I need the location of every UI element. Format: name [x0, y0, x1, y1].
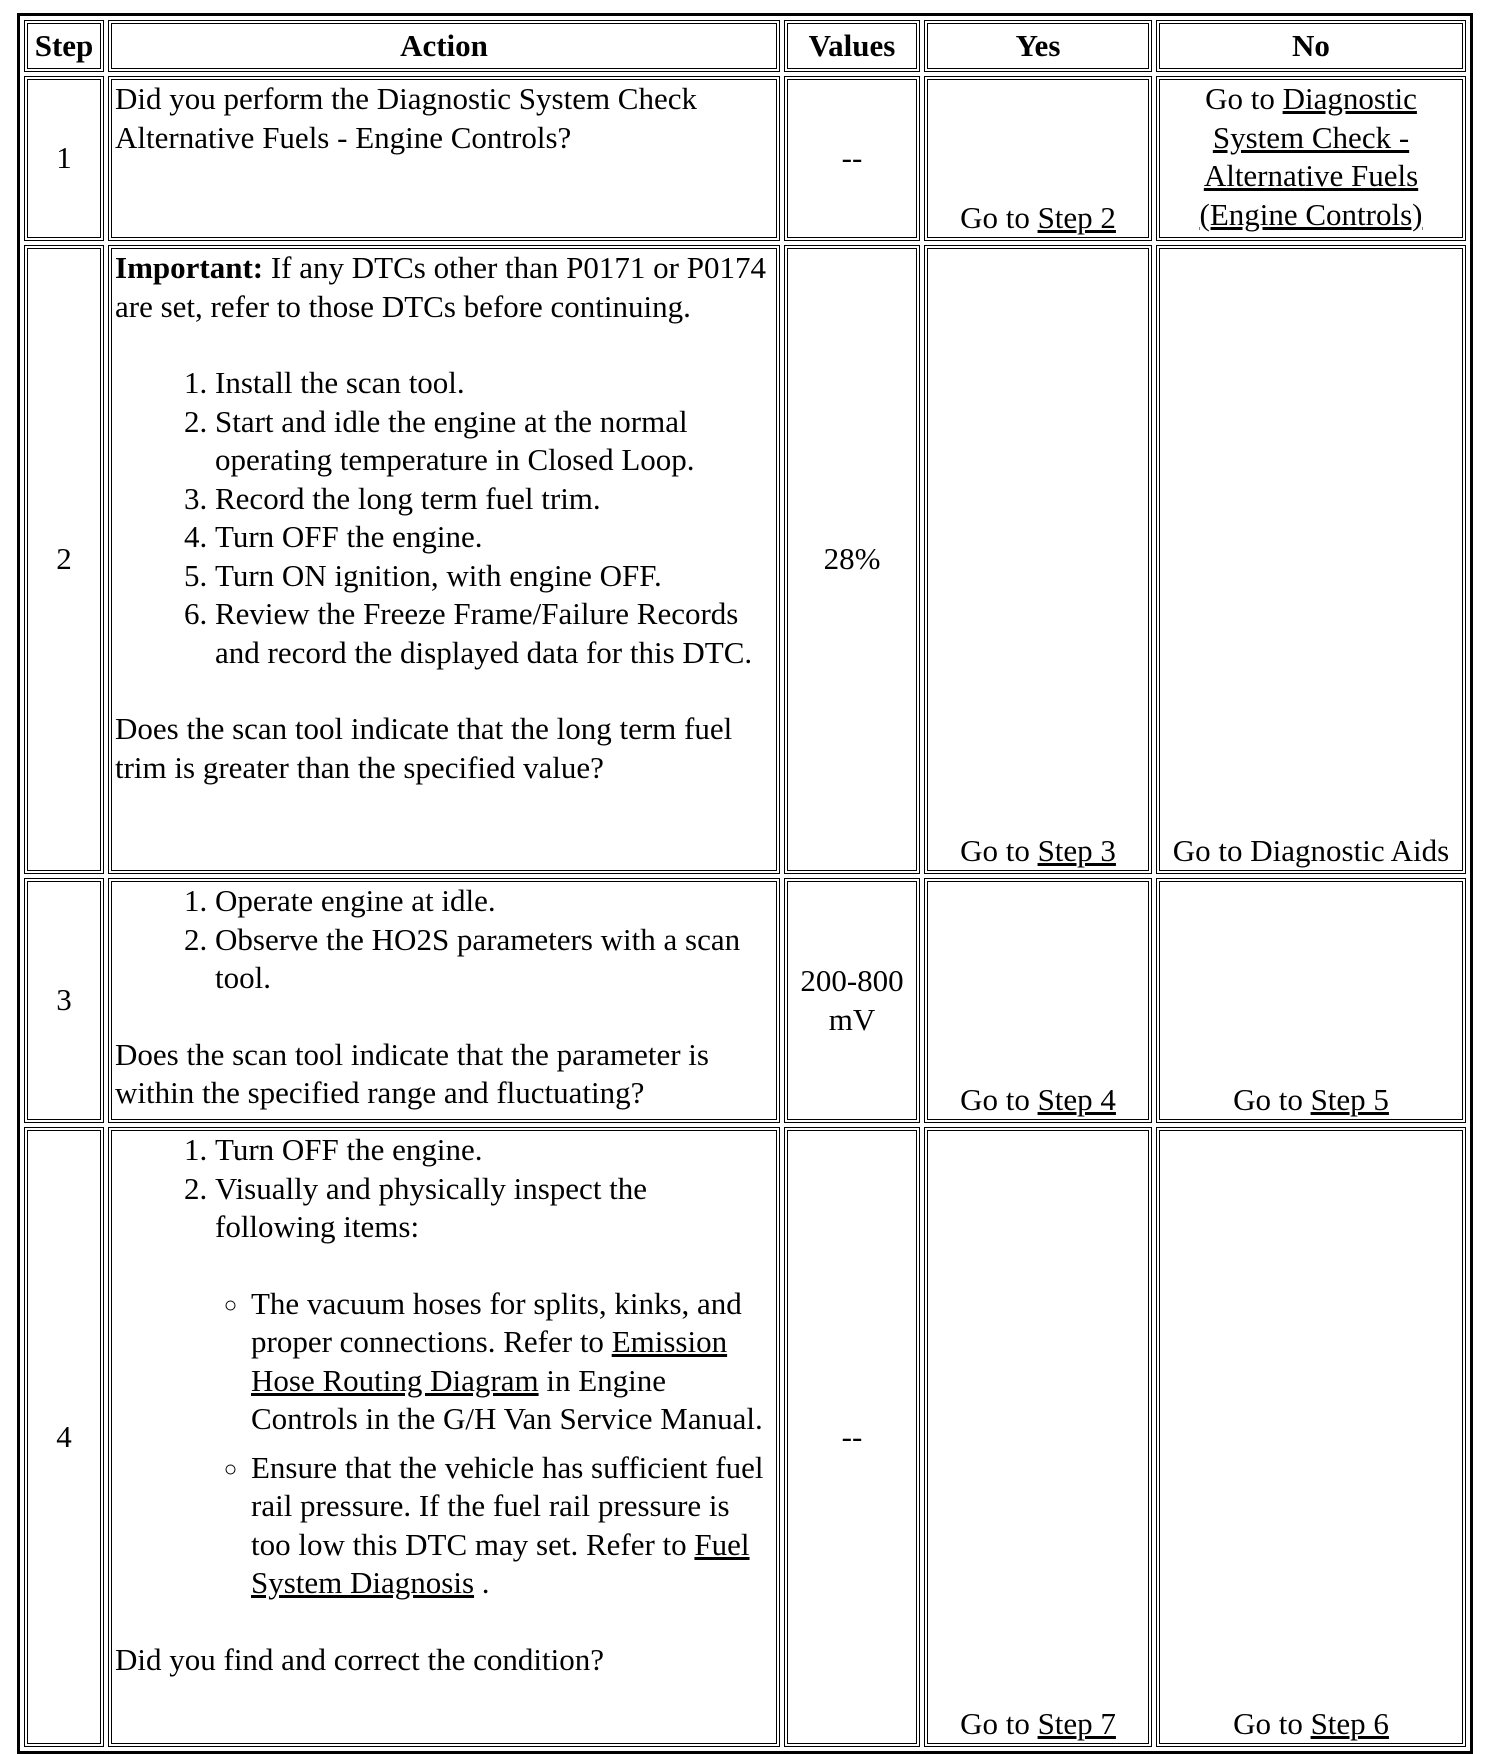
header-no: No	[1156, 20, 1466, 72]
no-cell	[1156, 76, 1466, 241]
important-label: Important:	[115, 250, 264, 285]
no-prefix: Go to	[1205, 81, 1283, 116]
yes-cell	[924, 878, 1152, 1123]
yes-cell	[924, 1127, 1152, 1747]
values-cell: --	[784, 1127, 920, 1747]
header-action: Action	[108, 20, 780, 72]
bullet-list	[215, 1285, 773, 1603]
yes-prefix: Go to	[960, 1081, 1038, 1117]
no-cell: Go to Diagnostic Aids	[1156, 245, 1466, 874]
link-fuel-system-diagnosis[interactable]: Fuel System Diagnosis	[251, 1526, 750, 1600]
instruction-list	[115, 1131, 773, 1603]
values-cell: --	[784, 76, 920, 241]
header-step: Step	[24, 20, 104, 72]
bullet-text: The vacuum hoses for splits, kinks, and proper connections. Refer to	[251, 1285, 742, 1359]
list-item: 1. Operate engine at idle.	[215, 882, 773, 921]
yes-cell	[924, 76, 1152, 241]
important-note	[115, 249, 773, 326]
link-step-5[interactable]: Step 5	[1310, 1081, 1389, 1117]
bullet-text: in Engine Controls in the G/H Van Service Manual.	[251, 1362, 763, 1436]
yes-prefix: Go to	[960, 832, 1038, 868]
diagnostic-table	[17, 13, 1473, 1754]
instruction-list	[115, 882, 773, 998]
list-item: 1. Turn OFF the engine.	[215, 1131, 773, 1170]
action-cell	[108, 1127, 780, 1747]
step-number: 2	[24, 245, 104, 874]
link-emission-hose-routing[interactable]: Emission Hose Routing Diagram	[251, 1324, 728, 1398]
question: Did you find and correct the condition?	[115, 1641, 604, 1677]
values-cell: 200-800 mV	[784, 878, 920, 1123]
bullet-text: Ensure that the vehicle has sufficient fuel rail pressure. If the fuel rail pressure is too low this DTC may set. Refer to	[251, 1449, 764, 1562]
action-cell	[108, 245, 780, 874]
link-step-3[interactable]: Step 3	[1037, 832, 1116, 868]
table-row	[24, 245, 1466, 874]
no-cell	[1156, 878, 1466, 1123]
list-item: 5. Turn ON ignition, with engine OFF.	[215, 557, 773, 596]
bullet-item	[251, 1449, 773, 1603]
link-step-2[interactable]: Step 2	[1037, 199, 1116, 235]
header-values: Values	[784, 20, 920, 72]
link-step-6[interactable]: Step 6	[1310, 1705, 1389, 1741]
important-text: If any DTCs other than P0171 or P0174 are set, refer to those DTCs before continuing.	[115, 250, 766, 324]
step-number: 1	[24, 76, 104, 241]
yes-cell	[924, 245, 1152, 874]
link-step-7[interactable]: Step 7	[1037, 1705, 1116, 1741]
yes-prefix: Go to	[960, 199, 1038, 235]
action-cell: Did you perform the Diagnostic System Check Alternative Fuels - Engine Controls?	[108, 76, 780, 241]
list-item: 1. Install the scan tool.	[215, 364, 773, 403]
table-row	[24, 76, 1466, 241]
list-item	[215, 1170, 773, 1603]
list-item: 6. Review the Freeze Frame/Failure Records and record the displayed data for this DTC.	[215, 595, 773, 672]
list-item-text: Visually and physically inspect the following items:	[215, 1170, 648, 1244]
link-step-4[interactable]: Step 4	[1037, 1081, 1116, 1117]
table-row	[24, 878, 1466, 1123]
step-number: 3	[24, 878, 104, 1123]
step-number: 4	[24, 1127, 104, 1747]
question: Does the scan tool indicate that the long term fuel trim is greater than the specified value?	[115, 711, 733, 785]
list-item: 3. Record the long term fuel trim.	[215, 480, 773, 519]
no-cell	[1156, 1127, 1466, 1747]
bullet-text: .	[474, 1565, 490, 1600]
bullet-item	[251, 1285, 773, 1439]
header-row	[24, 20, 1466, 72]
list-item: 4. Turn OFF the engine.	[215, 518, 773, 557]
instruction-list	[115, 364, 773, 672]
yes-prefix: Go to	[960, 1705, 1038, 1741]
list-item: 2. Observe the HO2S parameters with a scan tool.	[215, 921, 773, 998]
link-diagnostic-system-check[interactable]: Diagnostic System Check - Alternative Fuels (Engine Controls)	[1199, 81, 1423, 232]
question: Does the scan tool indicate that the parameter is within the specified range and fluctuating?	[115, 1036, 709, 1110]
no-prefix: Go to	[1233, 1705, 1311, 1741]
table-row	[24, 1127, 1466, 1747]
action-cell	[108, 878, 780, 1123]
list-item: 2. Start and idle the engine at the normal operating temperature in Closed Loop.	[215, 403, 773, 480]
no-prefix: Go to	[1233, 1081, 1311, 1117]
values-cell: 28%	[784, 245, 920, 874]
header-yes: Yes	[924, 20, 1152, 72]
